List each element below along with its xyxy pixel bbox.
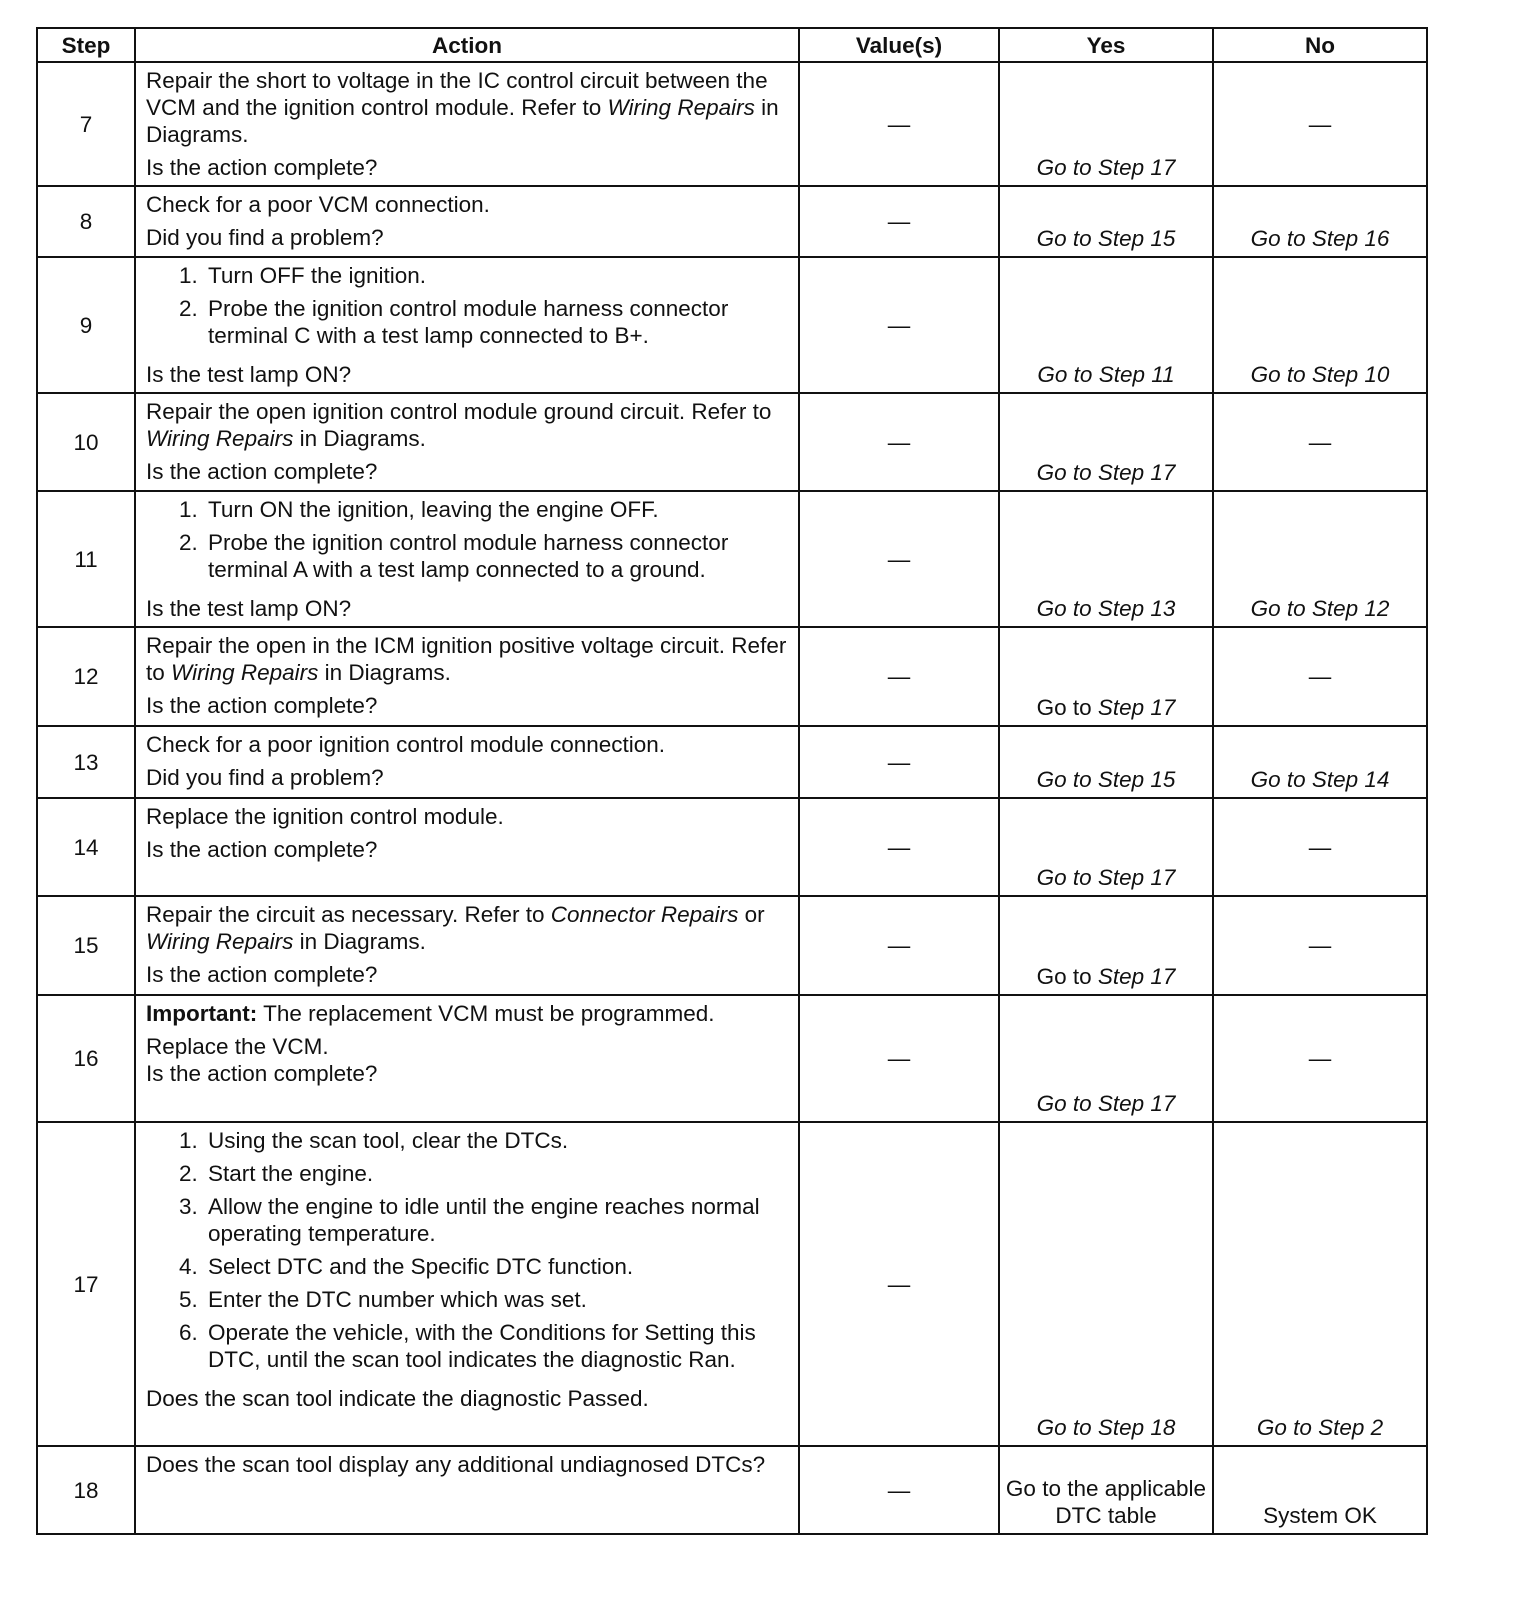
action-steps [146, 1127, 790, 1379]
no-cell: — [1213, 62, 1427, 186]
value-cell: — [799, 393, 999, 491]
step-number: 12 [37, 627, 135, 726]
action-text: Repair the open ignition control module ground circuit. Refer to Wiring Repairs in Diagrams. [146, 399, 772, 451]
important-note: Important: The replacement VCM must be programmed. [146, 1001, 715, 1026]
header-values: Value(s) [799, 28, 999, 62]
yes-cell: Go to Step 11 [999, 257, 1213, 393]
action-cell [135, 896, 799, 995]
table-row [37, 896, 1427, 995]
action-text: Repair the circuit as necessary. Refer to Connector Repairs or Wiring Repairs in Diagrams. [146, 902, 765, 954]
action-text: Replace the VCM. [146, 1034, 329, 1059]
list-item: 2. Probe the ignition control module harness connector terminal A with a test lamp connected to a ground. [204, 529, 790, 583]
table-row [37, 393, 1427, 491]
value-cell: — [799, 257, 999, 393]
step-number: 15 [37, 896, 135, 995]
action-question: Is the action complete? [146, 837, 378, 862]
value-cell: — [799, 1446, 999, 1534]
table-row [37, 627, 1427, 726]
step-number: 14 [37, 798, 135, 896]
action-cell [135, 62, 799, 186]
step-number: 9 [37, 257, 135, 393]
step-number: 8 [37, 186, 135, 257]
action-cell [135, 186, 799, 257]
diagnostic-table [36, 27, 1428, 1535]
action-cell [135, 798, 799, 896]
no-cell: Go to Step 14 [1213, 726, 1427, 798]
table-row [37, 186, 1427, 257]
action-question: Is the action complete? [146, 693, 378, 718]
list-item: 1. Turn OFF the ignition. [204, 262, 790, 289]
action-question: Is the test lamp ON? [146, 596, 352, 621]
action-cell [135, 627, 799, 726]
no-cell: System OK [1213, 1446, 1427, 1534]
table-row [37, 257, 1427, 393]
action-question: Is the action complete? [146, 155, 378, 180]
action-steps [146, 496, 790, 589]
table-row [37, 995, 1427, 1122]
action-question: Is the test lamp ON? [146, 362, 352, 387]
list-item: 5. Enter the DTC number which was set. [204, 1286, 790, 1313]
action-text: Repair the open in the ICM ignition positive voltage circuit. Refer to Wiring Repairs in Diagrams. [146, 633, 787, 685]
yes-cell: Go to Step 17 [999, 896, 1213, 995]
action-question: Is the action complete? [146, 962, 378, 987]
action-cell [135, 257, 799, 393]
action-question: Did you find a problem? [146, 225, 384, 250]
action-question: Is the action complete? [146, 1061, 378, 1086]
value-cell: — [799, 491, 999, 627]
value-cell: — [799, 995, 999, 1122]
step-number: 16 [37, 995, 135, 1122]
no-cell: Go to Step 10 [1213, 257, 1427, 393]
action-question: Does the scan tool indicate the diagnostic Passed. [146, 1386, 649, 1411]
no-cell: — [1213, 896, 1427, 995]
no-cell: — [1213, 798, 1427, 896]
action-steps [146, 262, 790, 355]
no-cell: Go to Step 12 [1213, 491, 1427, 627]
yes-cell: Go to Step 13 [999, 491, 1213, 627]
value-cell: — [799, 627, 999, 726]
action-cell [135, 995, 799, 1122]
value-cell: — [799, 1122, 999, 1446]
step-number: 13 [37, 726, 135, 798]
action-text: Check for a poor VCM connection. [146, 192, 490, 217]
yes-cell: Go to Step 17 [999, 627, 1213, 726]
action-cell [135, 393, 799, 491]
yes-cell: Go to Step 17 [999, 62, 1213, 186]
table-row [37, 1122, 1427, 1446]
action-text: Check for a poor ignition control module connection. [146, 732, 666, 757]
value-cell: — [799, 62, 999, 186]
yes-cell: Go to Step 17 [999, 798, 1213, 896]
list-item: 2. Start the engine. [204, 1160, 790, 1187]
header-action: Action [135, 28, 799, 62]
list-item: 1. Turn ON the ignition, leaving the engine OFF. [204, 496, 790, 523]
action-text: Does the scan tool display any additional undiagnosed DTCs? [146, 1452, 766, 1477]
table-row [37, 62, 1427, 186]
table-row [37, 798, 1427, 896]
yes-cell: Go to the applicable DTC table [999, 1446, 1213, 1534]
action-cell [135, 491, 799, 627]
header-yes: Yes [999, 28, 1213, 62]
action-text: Replace the ignition control module. [146, 804, 504, 829]
yes-cell: Go to Step 18 [999, 1122, 1213, 1446]
yes-cell: Go to Step 15 [999, 186, 1213, 257]
yes-cell: Go to Step 17 [999, 393, 1213, 491]
action-text: Repair the short to voltage in the IC control circuit between the VCM and the ignition control module. Refer to Wiring Repairs in Diagrams. [146, 68, 779, 147]
action-question: Is the action complete? [146, 459, 378, 484]
list-item: 1. Using the scan tool, clear the DTCs. [204, 1127, 790, 1154]
header-no: No [1213, 28, 1427, 62]
step-number: 11 [37, 491, 135, 627]
action-question: Did you find a problem? [146, 765, 384, 790]
no-cell: — [1213, 627, 1427, 726]
value-cell: — [799, 726, 999, 798]
no-cell: Go to Step 2 [1213, 1122, 1427, 1446]
value-cell: — [799, 186, 999, 257]
list-item: 3. Allow the engine to idle until the engine reaches normal operating temperature. [204, 1193, 790, 1247]
action-cell [135, 1122, 799, 1446]
step-number: 18 [37, 1446, 135, 1534]
list-item: 6. Operate the vehicle, with the Conditions for Setting this DTC, until the scan tool indicates the diagnostic Ran. [204, 1319, 790, 1373]
table-row [37, 726, 1427, 798]
value-cell: — [799, 896, 999, 995]
header-row [37, 28, 1427, 62]
step-number: 10 [37, 393, 135, 491]
no-cell: — [1213, 393, 1427, 491]
value-cell: — [799, 798, 999, 896]
header-step: Step [37, 28, 135, 62]
table-row [37, 491, 1427, 627]
list-item: 2. Probe the ignition control module harness connector terminal C with a test lamp connected to B+. [204, 295, 790, 349]
yes-cell: Go to Step 17 [999, 995, 1213, 1122]
action-cell [135, 726, 799, 798]
step-number: 7 [37, 62, 135, 186]
list-item: 4. Select DTC and the Specific DTC function. [204, 1253, 790, 1280]
no-cell: Go to Step 16 [1213, 186, 1427, 257]
no-cell: — [1213, 995, 1427, 1122]
yes-cell: Go to Step 15 [999, 726, 1213, 798]
action-cell [135, 1446, 799, 1534]
table-row [37, 1446, 1427, 1534]
step-number: 17 [37, 1122, 135, 1446]
